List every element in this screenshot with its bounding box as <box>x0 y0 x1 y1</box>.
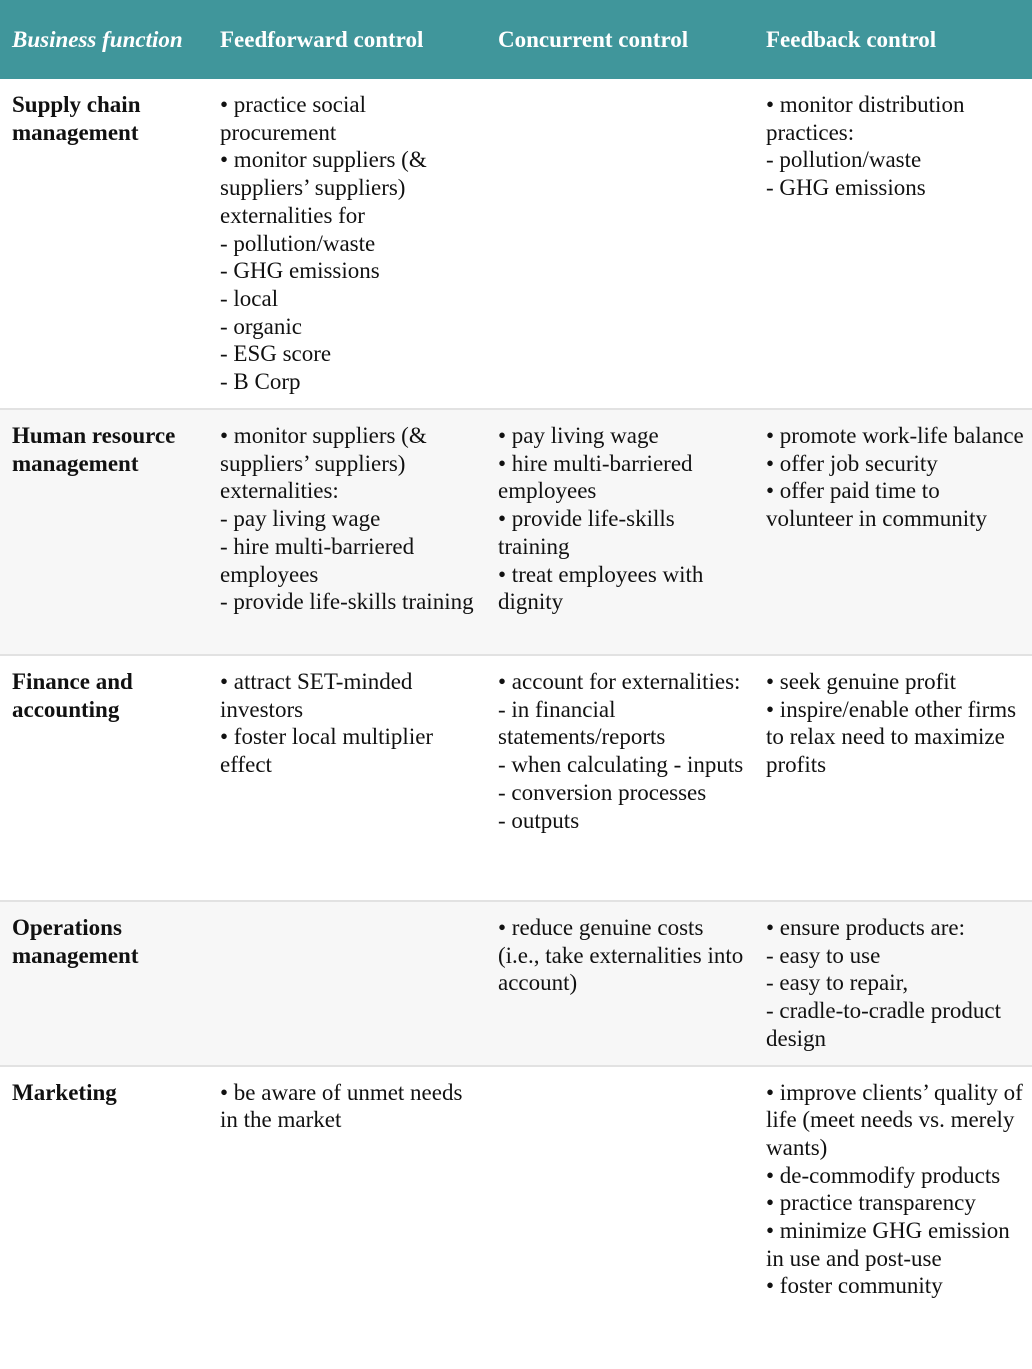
control-item: • be aware of unmet needs in the market <box>220 1079 463 1133</box>
header-line: control <box>353 26 424 52</box>
header-line: control <box>866 26 937 52</box>
table-row <box>0 655 1032 901</box>
table-row <box>0 79 1032 409</box>
control-item: • promote work-life balance <box>766 423 1024 448</box>
function-name-line: Finance and <box>12 669 133 694</box>
control-item: • monitor suppliers (& suppliers’ suppliers) externalities: <box>220 423 427 504</box>
table-row <box>0 409 1032 655</box>
cell-feedforward-control <box>208 79 486 409</box>
function-name-line: accounting <box>12 696 120 722</box>
table-row <box>0 1066 1032 1369</box>
control-item: • de-commodify products <box>766 1162 1001 1188</box>
control-item: • provide life-skills training <box>498 506 675 559</box>
function-name-line: Human resource <box>12 423 176 448</box>
cell-business-function <box>0 409 208 655</box>
control-item: - hire multi-barriered employees <box>220 533 415 587</box>
function-name-line: management <box>12 942 139 968</box>
control-item: • practice social procurement <box>220 92 366 145</box>
header-line: Business <box>12 26 97 52</box>
control-item: • seek genuine profit <box>766 669 957 694</box>
cell-concurrent-control <box>486 655 754 901</box>
cell-concurrent-control <box>486 901 754 1066</box>
cell-concurrent-control <box>486 79 754 409</box>
header-feedforward-control <box>208 0 486 79</box>
control-item: • monitor distribution practices: <box>766 92 965 145</box>
control-item: - outputs <box>498 807 580 833</box>
control-item: • foster community <box>766 1273 943 1299</box>
control-item: • offer paid time to volunteer in community <box>766 478 988 532</box>
header-business-function <box>0 0 208 79</box>
cell-feedforward-control <box>208 901 486 1066</box>
control-item: • account for externalities: <box>498 669 741 694</box>
control-item: - provide life-skills training <box>220 589 474 615</box>
function-name-line: management <box>12 119 139 145</box>
header-line: Concurrent control <box>498 26 689 52</box>
control-item: - ESG score <box>220 341 332 367</box>
control-item: • reduce genuine costs (i.e., take externalities into account) <box>498 915 744 996</box>
function-name-line: Marketing <box>12 1079 117 1105</box>
cell-feedback-control <box>754 1066 1032 1369</box>
control-item: • pay living wage <box>498 423 659 448</box>
cell-feedback-control <box>754 79 1032 409</box>
header-line: Feedforward <box>220 26 348 52</box>
cell-concurrent-control <box>486 1066 754 1369</box>
control-item: - easy to repair, <box>766 970 909 996</box>
control-item: - when calculating - inputs <box>498 752 744 778</box>
header-concurrent-control <box>486 0 754 79</box>
control-item: - GHG emissions <box>220 258 380 284</box>
control-item: • attract SET-minded investors <box>220 669 413 722</box>
header-feedback-control <box>754 0 1032 79</box>
control-item: - pay living wage <box>220 506 381 532</box>
control-item: - pollution/waste <box>220 230 376 256</box>
control-item: • minimize GHG emission in use and post-use <box>766 1218 1010 1271</box>
cell-feedback-control <box>754 409 1032 655</box>
cell-business-function <box>0 79 208 409</box>
control-item: • practice transparency <box>766 1190 976 1216</box>
control-item: • treat employees with dignity <box>498 561 704 615</box>
control-item: - in financial statements/reports <box>498 696 666 750</box>
control-item: - conversion processes <box>498 779 707 805</box>
control-item: • inspire/enable other firms to relax need to maximize profits <box>766 696 1017 778</box>
cell-business-function <box>0 655 208 901</box>
function-name-line: Supply chain <box>12 92 141 117</box>
cell-feedforward-control <box>208 1066 486 1369</box>
control-item: - pollution/waste <box>766 147 922 173</box>
header-line: function <box>102 26 183 52</box>
control-item: • foster local multiplier effect <box>220 724 434 778</box>
cell-feedback-control <box>754 901 1032 1066</box>
cell-feedforward-control <box>208 409 486 655</box>
cell-feedforward-control <box>208 655 486 901</box>
control-item: • ensure products are: <box>766 915 966 940</box>
table-row <box>0 901 1032 1066</box>
control-item: - local <box>220 285 279 311</box>
header-line: Feedback <box>766 26 861 52</box>
cell-concurrent-control <box>486 409 754 655</box>
function-name-line: Operations <box>12 915 122 940</box>
cell-business-function <box>0 1066 208 1369</box>
control-item: • offer job security <box>766 450 938 476</box>
control-item: - easy to use <box>766 942 881 968</box>
function-name-line: management <box>12 450 139 476</box>
cell-feedback-control <box>754 655 1032 901</box>
control-item: • monitor suppliers (& suppliers’ suppliers) externalities for <box>220 147 427 228</box>
cell-business-function <box>0 901 208 1066</box>
control-item: - GHG emissions <box>766 175 926 201</box>
control-item: • hire multi-barriered employees <box>498 450 693 504</box>
header-row <box>0 0 1032 79</box>
control-item: - B Corp <box>220 369 301 395</box>
control-item: • improve clients’ quality of life (meet needs vs. merely wants) <box>766 1079 1023 1160</box>
control-item: - cradle-to-cradle product design <box>766 998 1001 1051</box>
control-item: - organic <box>220 313 302 339</box>
